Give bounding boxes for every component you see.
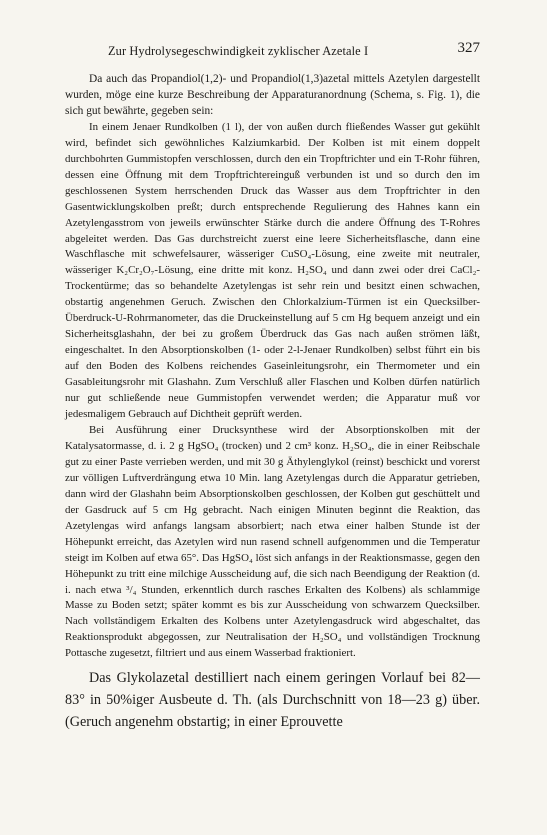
intro-paragraph: Da auch das Propandiol(1,2)- und Propandiol(1,3)azetal mittels Azetylen dargestellt wurden, möge eine kurze Beschreibung der Apparaturanordnung (Schema, s. Fig. 1), die sich gut bewährte, gegeben sein: xyxy=(65,73,480,117)
glycol-acetal-paragraph: Das Glykolazetal destilliert nach einem geringen Vorlauf bei 82—83° in 50%iger Ausbeute d. Th. (als Durchschnitt von 18—23 g) über. (Geruch angenehm obstartig; in einer Eprouvette xyxy=(65,670,480,731)
page-number: 327 xyxy=(457,40,480,56)
body-text xyxy=(65,72,480,733)
pressure-synthesis-paragraph: Bei Ausführung einer Drucksynthese wird der Absorptionskolben mit der Katalysatormasse, d. i. 2 g HgSO₄ (trocken) und 2 cm³ konz. H₂SO₄, die in einer Reibschale gut zu einer Paste verrieben werden, und mit 30 g Äthylenglykol (reinst) beschickt und vorerst zur völligen Luftverdrängung etwa 10 Min. lang Azetylengas durch die Apparatur getrieben, dann wird der Glashahn beim Absorptionskolben geschlossen, der Kolben gut geschüttelt und der Gasdruck auf 5 cm Hg gebracht. Nach einigen Minuten beginnt die Reaktion, das Azetylengas wird anfangs langsam absorbiert; nach etwa einer halben Stunde ist der Höhepunkt erreicht, das Azetylen wird nun rasend schnell aufgenommen und die Temperatur steigt im Kolben auf etwa 65°. Das HgSO₄ löst sich anfangs in der Reaktionsmasse, gegen den Höhepunkt zu tritt eine milchige Ausscheidung auf, die sich nach Beendigung der Reaktion (d. i. nach etwa ³/₄ Stunden, erkenntlich durch rasches Erkalten des Kolbens) als schlammige Masse zu Boden setzt; später kommt es bis zur Ausscheidung von schwarzem Quecksilber. Nach vollständigem Erkalten des Kolbens unter Azetylengasdruck wird abgeschaltet, das Reaktionsprodukt abgegossen, zur Neutralisation der H₂SO₄ und vollständigen Trocknung Pottasche zugesetzt, filtriert und aus einem Wasserbad fraktioniert. xyxy=(65,423,480,660)
page-header xyxy=(108,40,480,60)
running-title: Zur Hydrolysegeschwindigkeit zyklischer Azetale I xyxy=(108,44,369,58)
apparatus-description-paragraph: In einem Jenaer Rundkolben (1 l), der von außen durch fließendes Wasser gut gekühlt wird, befindet sich gewöhnliches Kalziumkarbid. Der Kolben ist mit einem doppelt durchbohrten Gummistopfen verschlossen, durch den ein Tropftrichter und ein T-Rohr führen, dessen eine Öffnung mit dem Tropftrichtereinguß verbunden ist und so durch den im geschlossenen System herrschenden Druck das Wasser aus dem Tropftrichter in den Gasentwicklungskolben preßt; durch entsprechende Regulierung des Hahnes kann ein Azetylengasstrom von jeweils erwünschter Stärke durch die andere Öffnung des T-Rohres abgeleitet werden. Das Gas durchstreicht zuerst eine leere Sicherheitsflasche, dann eine Waschflasche mit schwefelsaurer, wässeriger CuSO₄-Lösung, eine zweite mit neutraler, wässeriger K₂Cr₂O₇-Lösung, eine dritte mit konz. H₂SO₄ und dann zwei oder drei CaCl₂-Trockentürme; das so behandelte Azetylengas ist sehr rein und besitzt einen schwachen, obstartig angenehmen Geruch. Zwischen den Chlorkalzium-Türmen ist ein Quecksilber-Überdruck-U-Rohrmanometer, das die Druckeinstellung auf 5 cm Hg bequem anzeigt und ein Sicherheitsglashahn, der bei zu großem Überdruck das Gas nach außen strömen läßt, eingeschaltet. In den Absorptionskolben (1- oder 2-l-Jenaer Rundkolben) selbst führt ein bis auf den Boden des Kolbens reichendes Gaseinleitungsrohr, ein Thermometer und ein Gasableitungsrohr mit Glashahn. Zum Verschluß aller Flaschen und Kolben dürfen natürlich nur gut schließende neue Gummistopfen verwendet werden; die Apparatur muß vor jedesmaligem Gebrauch auf Dichtheit geprüft werden. xyxy=(65,120,480,421)
